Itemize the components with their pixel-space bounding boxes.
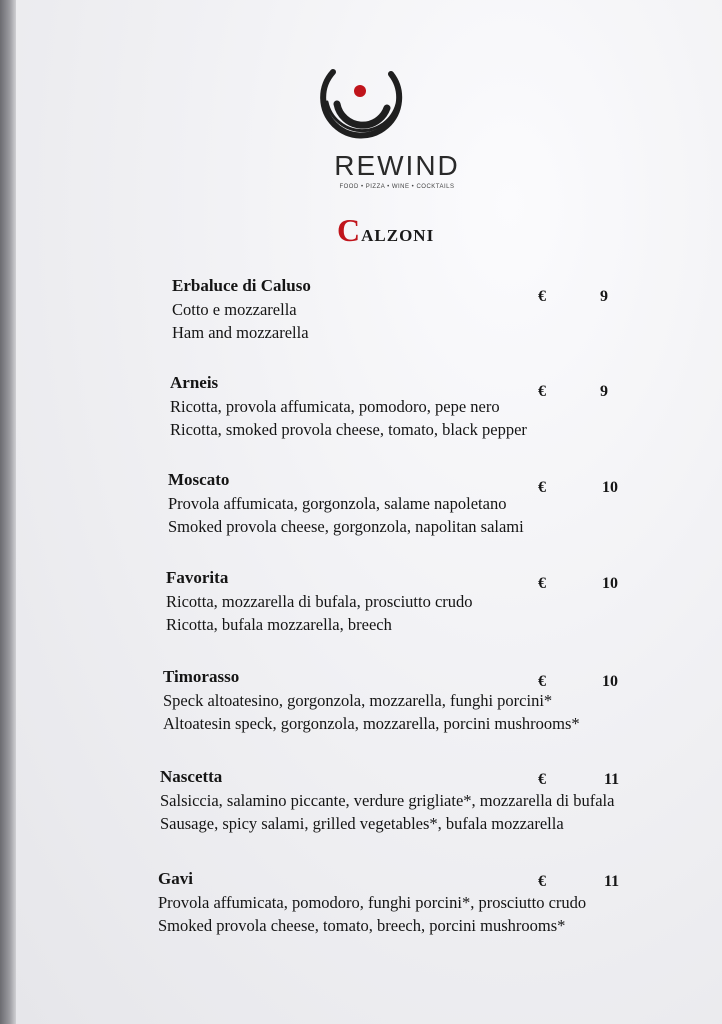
- menu-item-currency: €: [538, 673, 546, 690]
- menu-item-currency: €: [538, 771, 546, 788]
- menu-item-currency: €: [538, 479, 546, 496]
- menu-item-currency: €: [538, 873, 546, 890]
- menu-item: [170, 371, 527, 441]
- menu-item-price: 10: [602, 575, 618, 592]
- menu-item-price: 10: [602, 479, 618, 496]
- brand-name: REWIND: [334, 150, 460, 181]
- menu-item-desc-it: Salsiccia, salamino piccante, verdure grigliate*, mozzarella di bufala: [160, 791, 615, 810]
- menu-item-price: 9: [600, 288, 608, 305]
- menu-item-desc-it: Provola affumicata, pomodoro, funghi porcini*, prosciutto crudo: [158, 893, 587, 912]
- menu-item-desc-en: Smoked provola cheese, gorgonzola, napolitan salami: [168, 517, 524, 536]
- brand-tagline: FOOD • PIZZA • WINE • COCKTAILS: [339, 184, 455, 190]
- menu-item-price: 10: [602, 673, 618, 690]
- menu-item-desc-en: Sausage, spicy salami, grilled vegetables*, bufala mozzarella: [160, 814, 564, 833]
- menu-item: [168, 468, 524, 538]
- menu-item-currency: €: [538, 575, 546, 592]
- menu-item-desc-en: Ricotta, smoked provola cheese, tomato, black pepper: [170, 420, 527, 439]
- menu-item-desc-en: Smoked provola cheese, tomato, breech, porcini mushrooms*: [158, 916, 566, 935]
- menu-item-desc-it: Ricotta, mozzarella di bufala, prosciutto crudo: [166, 592, 473, 611]
- menu-item-name: Gavi: [158, 869, 193, 888]
- menu-item-desc-it: Ricotta, provola affumicata, pomodoro, pepe nero: [170, 397, 500, 416]
- menu-item-name: Arneis: [170, 373, 219, 392]
- menu-item: [172, 274, 311, 344]
- menu-item-desc-en: Altoatesin speck, gorgonzola, mozzarella, porcini mushrooms*: [163, 714, 580, 733]
- menu-item-desc-it: Provola affumicata, gorgonzola, salame napoletano: [168, 494, 507, 513]
- menu-item-price: 9: [600, 383, 608, 400]
- section-title: [337, 212, 434, 249]
- menu-item-desc-it: Cotto e mozzarella: [172, 300, 297, 319]
- menu-item-name: Favorita: [166, 568, 229, 587]
- menu-item-desc-en: Ricotta, bufala mozzarella, breech: [166, 615, 392, 634]
- menu-item: [158, 867, 586, 937]
- menu-item-name: Moscato: [168, 470, 230, 489]
- menu-item-price: 11: [604, 771, 620, 788]
- menu-item: [166, 566, 473, 636]
- section-title-rest: alzoni: [361, 221, 435, 247]
- menu-item: [160, 765, 614, 835]
- menu-item-currency: €: [538, 383, 546, 400]
- menu-item-desc-en: Ham and mozzarella: [172, 323, 309, 342]
- section-title-initial: C: [337, 212, 362, 248]
- menu-item: [163, 665, 580, 735]
- menu-item-name: Erbaluce di Caluso: [172, 276, 311, 295]
- rewind-circle-logo-icon: [313, 52, 409, 142]
- menu-item-desc-it: Speck altoatesino, gorgonzola, mozzarella, funghi porcini*: [163, 691, 553, 710]
- menu-item-currency: €: [538, 288, 546, 305]
- menu-item-name: Nascetta: [160, 767, 223, 786]
- menu-item-name: Timorasso: [163, 667, 240, 686]
- menu-item-price: 11: [604, 873, 620, 890]
- rewind-logo: [0, 52, 722, 142]
